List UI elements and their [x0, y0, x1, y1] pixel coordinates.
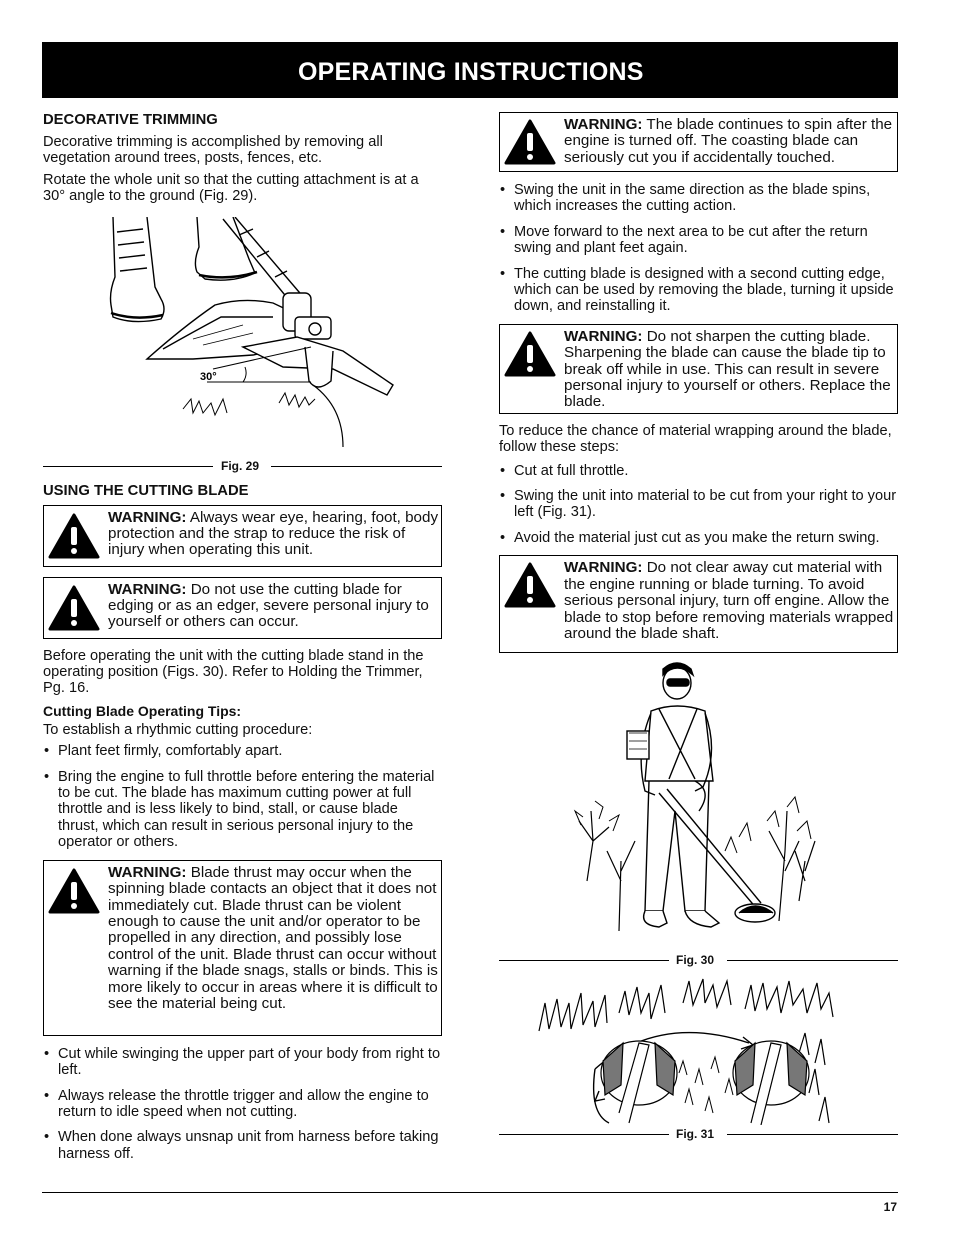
page-number: 17	[883, 1200, 897, 1214]
warning-label: WARNING:	[108, 580, 187, 598]
warning-box-clear-material	[499, 555, 898, 653]
list-item: • Move forward to the next area to be cut after the return swing and plant feet again.	[499, 224, 898, 257]
list-item: • Swing the unit in the same direction as the blade spins, which increases the cutting action.	[499, 182, 898, 215]
warning-text: Do not sharpen the cutting blade. Sharpening the blade can cause the blade tip to break off while in use. This can result in severe personal injury to yourself or others. Replace the blade.	[564, 327, 891, 411]
footer-rule	[42, 1192, 898, 1193]
warning-box-edging	[43, 577, 442, 639]
swing-pattern-illustration	[499, 973, 898, 1125]
fig30-illustration	[499, 661, 898, 951]
warning-icon	[504, 331, 556, 377]
fig29-illustration	[43, 217, 442, 457]
warning-box-sharpen	[499, 324, 898, 414]
tips-list	[43, 743, 442, 850]
warning-label: WARNING:	[564, 116, 643, 133]
list-item: • When done always unsnap unit from harness before taking harness off.	[43, 1129, 442, 1162]
tips-heading: Cutting Blade Operating Tips:	[43, 702, 242, 719]
warning-label: WARNING:	[564, 559, 643, 577]
warning-text: The blade continues to spin after the engine is turned off. The coasting blade can seriously cut you if accidentally touched.	[564, 116, 893, 166]
warning-icon	[504, 562, 556, 608]
tips-intro: To establish a rhythmic cutting procedure:	[43, 721, 313, 738]
warning-box-blade-thrust	[43, 860, 442, 1036]
list-item: • Bring the engine to full throttle before entering the material to be cut. The blade has maximum cutting power at full throttle and is less likely to bind, stall, or cause blade thrust, which can result in serious personal injury to the operator or others.	[43, 769, 442, 851]
warning-text: Do not clear away cut material with the engine running or blade turning. To avoid serious personal injury, turn off engine. Allow the blade to stop before removing materials wrapped around the blade shaft.	[564, 559, 894, 642]
page-title: OPERATING INSTRUCTIONS	[298, 58, 644, 86]
left-column	[43, 112, 442, 1171]
decorative-trimming-heading: DECORATIVE TRIMMING	[43, 112, 218, 128]
decorative-trimming-p1: Decorative trimming is accomplished by removing all vegetation around trees, posts, fences, etc.	[43, 134, 383, 167]
swing-tips-list	[499, 182, 898, 315]
warning-icon	[48, 868, 100, 914]
fig29-caption: Fig. 29	[215, 459, 265, 473]
warning-label: WARNING:	[108, 863, 187, 881]
warning-icon	[48, 585, 100, 631]
list-item: • Cut at full throttle.	[499, 463, 898, 479]
fig31-illustration	[499, 973, 898, 1125]
decorative-trimming-p2: Rotate the whole unit so that the cutting attachment is at a 30° angle to the ground (Fig. 29).	[43, 171, 419, 205]
warning-icon	[504, 119, 556, 165]
header-bar	[42, 42, 898, 98]
swing-list	[43, 1046, 442, 1162]
cutting-blade-heading: USING THE CUTTING BLADE	[43, 482, 249, 499]
warning-text: Always wear eye, hearing, foot, body protection and the strap to reduce the risk of injury when operating this unit.	[108, 508, 439, 559]
list-item: • Plant feet firmly, comfortably apart.	[43, 743, 442, 759]
list-item: • The cutting blade is designed with a second cutting edge, which can be used by removing the blade, turning it upside down, and reinstalling it.	[499, 266, 898, 315]
fig31-caption: Fig. 31	[670, 1127, 720, 1141]
list-item: • Avoid the material just cut as you make the return swing.	[499, 530, 898, 546]
operator-with-trimmer-illustration	[499, 661, 898, 951]
fig30-caption-row	[499, 953, 898, 967]
fig29-caption-row	[43, 459, 442, 473]
warning-box-protection	[43, 505, 442, 567]
warning-label: WARNING:	[564, 327, 643, 345]
warning-label: WARNING:	[108, 508, 187, 526]
fig31-caption-row	[499, 1127, 898, 1141]
wrapping-steps-list	[499, 463, 898, 547]
warning-text: Do not use the cutting blade for edging or as an edger, severe personal injury to yourself or others can occur.	[108, 580, 429, 631]
cutting-blade-p1: Before operating the unit with the cutting blade stand in the operating position (Figs. 30). Refer to Holding the Trimmer, Pg. 16.	[43, 647, 424, 697]
right-column	[499, 112, 898, 1151]
fig30-caption: Fig. 30	[670, 953, 720, 967]
list-item: • Swing the unit into material to be cut from your right to your left (Fig. 31).	[499, 488, 898, 521]
list-item: • Always release the throttle trigger and allow the engine to return to idle speed when not cutting.	[43, 1088, 442, 1121]
angle-label: 30°	[200, 370, 217, 383]
warning-icon	[48, 513, 100, 559]
warning-box-coasting	[499, 112, 898, 172]
warning-text: Blade thrust may occur when the spinning blade contacts an object that it does not immediately cut. Blade thrust can be violent enough to cause the unit and/or operator to be propelled in any direction, and possibly lose control of the unit. Blade thrust can occur without warning if the blade snags, stalls or binds. This is more likely to occur in areas where it is difficult to see the material being cut.	[108, 863, 438, 1012]
wrapping-intro: To reduce the chance of material wrapping around the blade, follow these steps:	[499, 422, 892, 456]
list-item: • Cut while swinging the upper part of your body from right to left.	[43, 1046, 442, 1079]
trimmer-boots-illustration	[43, 217, 442, 457]
